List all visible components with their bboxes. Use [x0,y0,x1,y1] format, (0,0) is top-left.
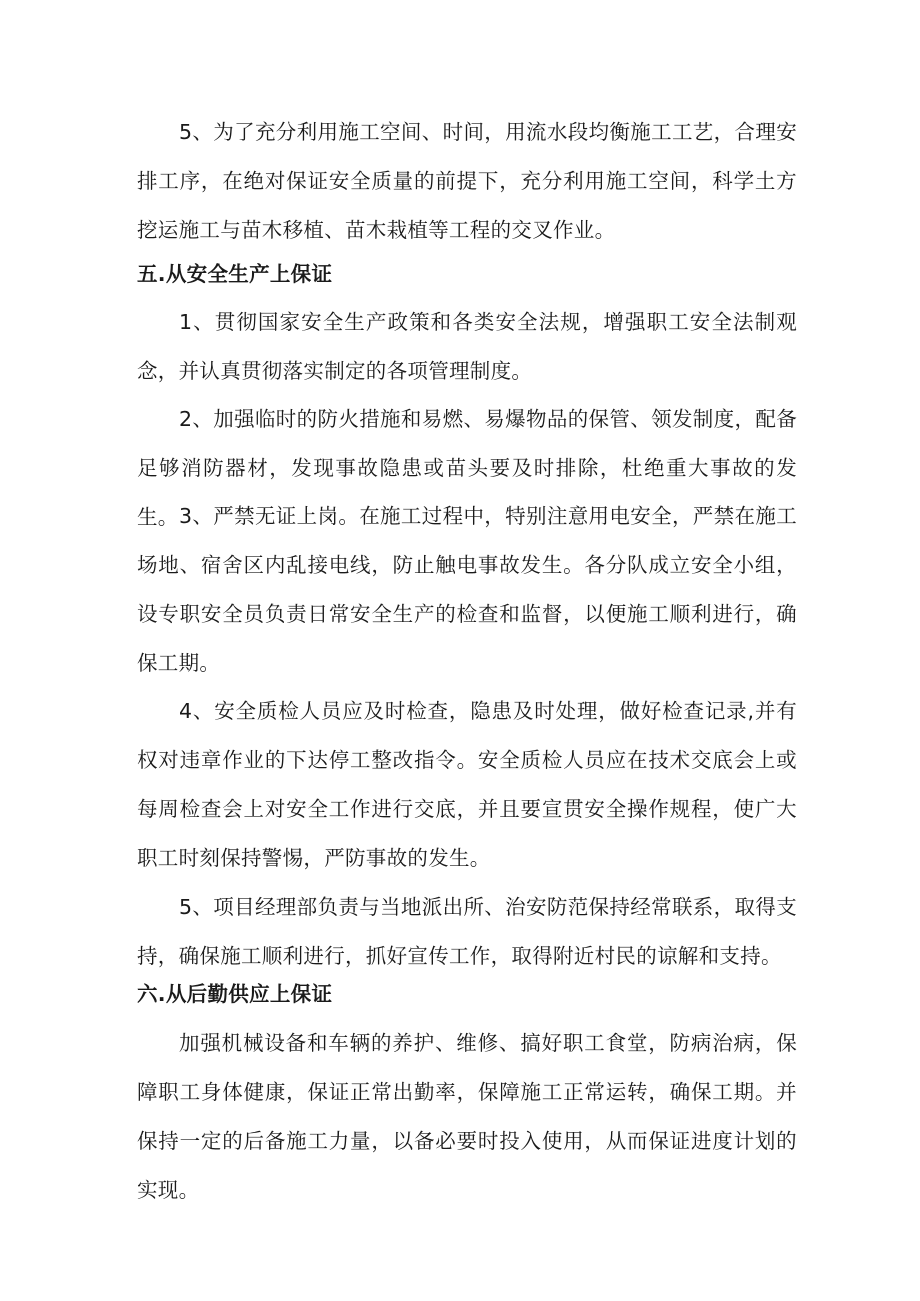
paragraph-electric-safety: 3、严禁无证上岗。在施工过程中，特别注意用电安全，严禁在施工场地、宿舍区内乱接电线，防止触电事故发生。各分队成立安全小组，设专职安全员负责日常安全生产的检查和监督，以便施工顺利进行，确保工期。 [137,504,797,675]
paragraph-safety-laws: 1、贯彻国家安全生产政策和各类安全法规，增强职工安全法制观念，并认真贯彻落实制定的各项管理制度。 [137,310,797,383]
paragraph-safety-inspection: 4、安全质检人员应及时检查，隐患及时处理，做好检查记录,并有权对违章作业的下达停工整改指令。安全质检人员应在技术交底会上或每周检查会上对安全工作进行交底，并且要宣贯安全操作规程，使广大职工时刻保持警惕，严防事故的发生。 [137,699,797,870]
section-heading-safety: 五.从安全生产上保证 [137,262,333,286]
paragraph-equipment-maintenance: 加强机械设备和车辆的养护、维修、搞好职工食堂，防病治病，保障职工身体健康，保证正常出勤率，保障施工正常运转，确保工期。并保持一定的后备施工力量，以备必要时投入使用，从而保证进度计划的实现。 [137,1031,797,1202]
paragraph-local-liaison: 5、项目经理部负责与当地派出所、治安防范保持经常联系，取得支持，确保施工顺利进行，抓好宣传工作，取得附近村民的谅解和支持。 [137,895,797,968]
paragraph-fire-prevention: 2、加强临时的防火措施和易燃、易爆物品的保管、领发制度，配备足够消防器材，发现事故隐患或苗头要及时排除，杜绝重大事故的发生。 [137,407,797,529]
section-heading-logistics: 六.从后勤供应上保证 [137,982,333,1006]
paragraph-construction-space: 5、为了充分利用施工空间、时间，用流水段均衡施工工艺，合理安排工序，在绝对保证安全质量的前提下，充分利用施工空间，科学土方挖运施工与苗木移植、苗木栽植等工程的交叉作业。 [137,120,797,242]
